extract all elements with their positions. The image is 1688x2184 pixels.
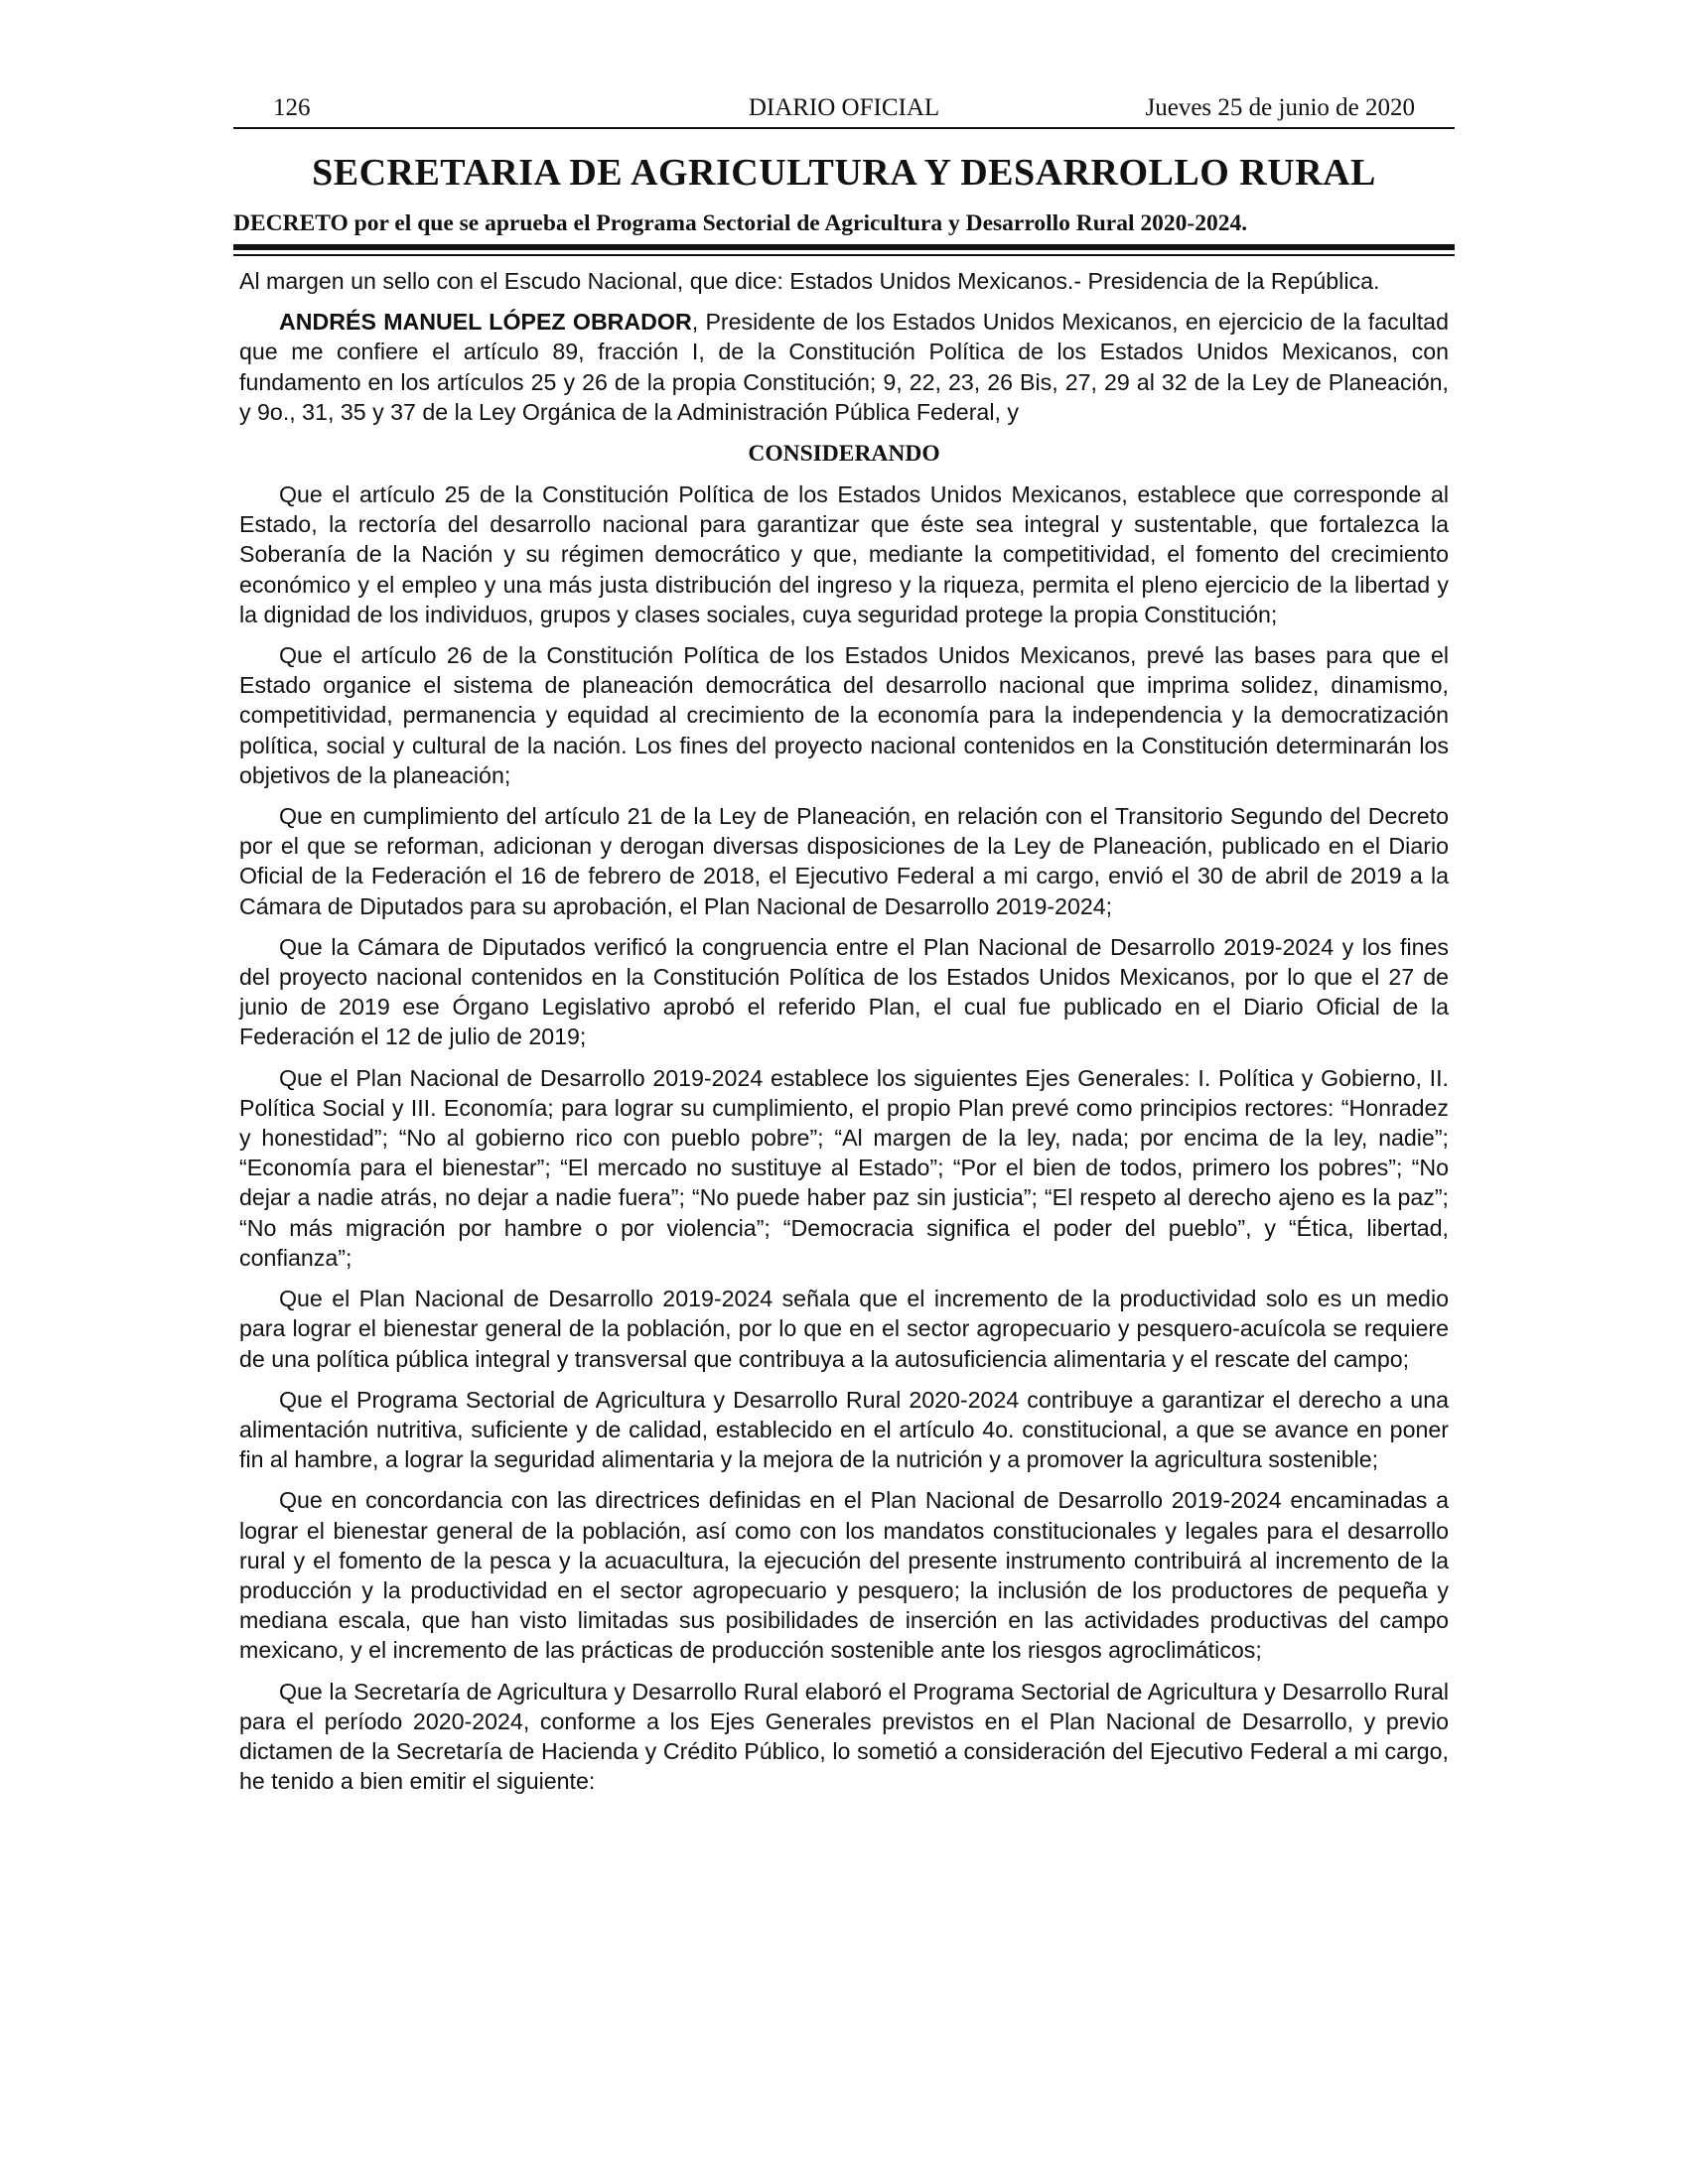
considerando-paragraph: Que el Plan Nacional de Desarrollo 2019-2024 establece los siguientes Ejes Generales: I. Política y Gobierno, II. Política Social y III. Economía; para lograr su cumplimiento, el propio Plan prevé como principios rectores: “Honradez y honestidad”; “No al gobierno rico con pueblo pobre”; “Al margen de la ley, nada; por encima de la ley, nadie”; “Economía para el bienestar”; “El mercado no sustituye al Estado”; “Por el bien de todos, primero los pobres”; “No dejar a nadie atrás, no dejar a nadie fuera”; “No puede haber paz sin justicia”; “El respeto al derecho ajeno es la paz”; “No más migración por hambre o por violencia”; “Democracia significa el poder del pueblo”, y “Ética, libertad, confianza”;: [239, 1064, 1449, 1271]
considerando-paragraph: Que en concordancia con las directrices definidas en el Plan Nacional de Desarrollo 2019-2024 encaminadas a lograr el bienestar general de la población, así como con los mandatos constitucionales y legales para el desarrollo rural y el fomento de la pesca y la acuacultura, la ejecución del presente instrumento contribuirá al incremento de la producción y la productividad en el sector agropecuario y pesquero; la inclusión de los productores de pequeña y mediana escala, que han visto limitadas sus posibilidades de inserción en las actividades productivas del campo mexicano, y el incremento de las prácticas de producción sostenible ante los riesgos agroclimáticos;: [239, 1487, 1449, 1664]
considerando-paragraph: Que el artículo 26 de la Constitución Política de los Estados Unidos Mexicanos, prevé las bases para que el Estado organice el sistema de planeación democrática del desarrollo nacional que imprima solidez, dinamismo, competitividad, permanencia y equidad al crecimiento de la economía para la independencia y la democratización política, social y cultural de la nación. Los fines del proyecto nacional contenidos en la Constitución determinarán los objetivos de la planeación;: [239, 642, 1449, 788]
considerando-paragraph: Que la Cámara de Diputados verificó la congruencia entre el Plan Nacional de Desarrollo 2019-2024 y los fines del proyecto nacional contenidos en la Constitución Política de los Estados Unidos Mexicanos, por lo que el 27 de junio de 2019 ese Órgano Legislativo aprobó el referido Plan, el cual fue publicado en el Diario Oficial de la Federación el 12 de julio de 2019;: [239, 933, 1449, 1050]
publication-date: Jueves 25 de junio de 2020: [1145, 94, 1415, 121]
decree-title: DECRETO por el que se aprueba el Programa Sectorial de Agricultura y Desarrollo Rural 2020-2024.: [233, 208, 1455, 250]
president-name: ANDRÉS MANUEL LÓPEZ OBRADOR: [279, 309, 692, 336]
preamble-paragraph: [239, 307, 1449, 427]
publication-name: DIARIO OFICIAL: [748, 94, 940, 121]
margin-note: Al margen un sello con el Escudo Nacional, que dice: Estados Unidos Mexicanos.- Presidencia de la República.: [239, 268, 1380, 294]
running-header: [233, 91, 1455, 129]
considerando-paragraph: Que el artículo 25 de la Constitución Política de los Estados Unidos Mexicanos, establece que corresponde al Estado, la rectoría del desarrollo nacional para garantizar que éste sea integral y sustentable, que fortalezca la Soberanía de la Nación y su régimen democrático y que, mediante la competitividad, el fomento del crecimiento económico y el empleo y una más justa distribución del ingreso y la riqueza, permita el pleno ejercicio de la libertad y la dignidad de los individuos, grupos y clases sociales, cuya seguridad protege la propia Constitución;: [239, 481, 1449, 627]
considerando-paragraph: Que el Plan Nacional de Desarrollo 2019-2024 señala que el incremento de la productividad solo es un medio para lograr el bienestar general de la población, por lo que en el sector agropecuario y pesquero-acuícola se requiere de una política pública integral y transversal que contribuya a la autosuficiencia alimentaria y el rescate del campo;: [239, 1286, 1449, 1372]
considerando-heading: CONSIDERANDO: [748, 441, 940, 468]
considerando-paragraph: Que en cumplimiento del artículo 21 de la Ley de Planeación, en relación con el Transitorio Segundo del Decreto por el que se reforman, adicionan y derogan diversas disposiciones de la Ley de Planeación, publicado en el Diario Oficial de la Federación el 16 de febrero de 2018, el Ejecutivo Federal a mi cargo, envió el 30 de abril de 2019 a la Cámara de Diputados para su aprobación, el Plan Nacional de Desarrollo 2019-2024;: [239, 803, 1449, 919]
document-page: [233, 91, 1455, 1807]
considerando-paragraph: Que el Programa Sectorial de Agricultura y Desarrollo Rural 2020-2024 contribuye a garantizar el derecho a una alimentación nutritiva, suficiente y de calidad, establecido en el artículo 4o. constitucional, a que se avance en poner fin al hambre, a lograr la seguridad alimentaria y la mejora de la nutrición y a promover la agricultura sostenible;: [239, 1386, 1449, 1473]
section-title: SECRETARIA DE AGRICULTURA Y DESARROLLO RURAL: [312, 152, 1376, 194]
considerando-paragraph: Que la Secretaría de Agricultura y Desarrollo Rural elaboró el Programa Sectorial de Agricultura y Desarrollo Rural para el período 2020-2024, conforme a los Ejes Generales previstos en el Plan Nacional de Desarrollo, y previo dictamen de la Secretaría de Hacienda y Crédito Público, lo sometió a consideración del Ejecutivo Federal a mi cargo, he tenido a bien emitir el siguiente:: [239, 1678, 1449, 1795]
page-number: 126: [273, 94, 311, 121]
document-body: [239, 266, 1449, 1796]
preamble-text: , Presidente de los Estados Unidos Mexicanos, en ejercicio de la facultad que me confiere el artículo 89, fracción I, de la Constitución Política de los Estados Unidos Mexicanos, con fundamento en los artículos 25 y 26 de la propia Constitución; 9, 22, 23, 26 Bis, 27, 29 al 32 de la Ley de Planeación, y 9o., 31, 35 y 37 de la Ley Orgánica de la Administración Pública Federal, y: [239, 309, 1449, 425]
